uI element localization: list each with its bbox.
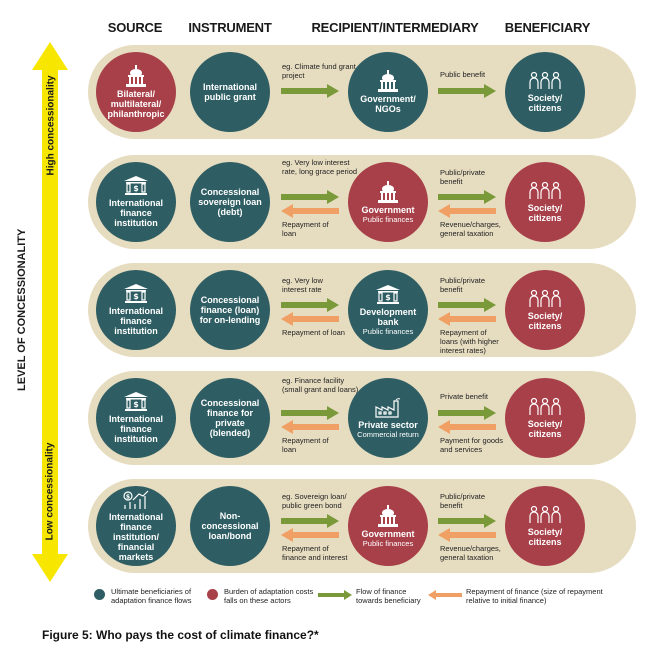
row1-beneficiary-circle: [505, 52, 585, 132]
people-icon: [528, 181, 562, 201]
row5-recipient-sub: Public finances: [362, 538, 414, 548]
row2-beneficiary-label: Society/ citizens: [527, 203, 563, 223]
row4-recipient-circle: [348, 378, 428, 458]
row1-instrument-circle: [190, 52, 270, 132]
row2-benefit-note: Public/private benefit: [440, 168, 486, 186]
svg-text:$: $: [133, 292, 139, 301]
row4-beneficiary-label: Society/ citizens: [527, 419, 563, 439]
header-beneficiary: BENEFICIARY: [504, 20, 591, 35]
axis-title: LEVEL OF CONCESSIONALITY: [16, 228, 28, 391]
row4-repay-note: Repayment of loan: [282, 436, 329, 454]
legend-green-arrow: [318, 590, 352, 600]
people-icon: [528, 71, 562, 91]
figure-caption: Figure 5: Who pays the cost of climate finance?*: [42, 628, 319, 642]
row2-recipient-label: Government: [361, 204, 415, 215]
row2-recipient-circle: [348, 162, 428, 242]
row4-flow-arrow: [281, 406, 339, 420]
row5-source-label: International finance institution/ financial markets: [108, 512, 163, 562]
row2-instrument-label: Concessional sovereign loan (debt): [198, 187, 262, 217]
header-recipient: RECIPIENT/INTERMEDIARY: [311, 20, 479, 35]
row2-source-label: International finance institution: [108, 198, 163, 228]
row5-recipient-label: Government: [361, 528, 415, 539]
row2-benefit-arrow: [438, 190, 496, 204]
growth-chart-icon: [123, 490, 149, 510]
row4-source-label: International finance institution: [108, 414, 163, 444]
row3-source-circle: [96, 270, 176, 350]
row3-benefit-arrow: [438, 298, 496, 312]
row1-flow-arrow: [281, 84, 339, 98]
bank-icon: [124, 392, 148, 412]
row2-source-circle: [96, 162, 176, 242]
row5-repay-note: Repayment of finance and interest: [282, 544, 348, 562]
row3-recipient-circle: [348, 270, 428, 350]
row3-repay-note: Repayment of loan: [282, 328, 345, 337]
factory-icon: [374, 398, 402, 418]
row4-recipient-sub: Commercial return: [357, 429, 419, 439]
row5-source-circle: [96, 486, 176, 566]
row2-recipient-sub: Public finances: [362, 214, 414, 224]
row4-recipient-label: Private sector: [358, 419, 418, 430]
svg-text:$: $: [125, 493, 131, 501]
row5-flow-note: eg. Sovereign loan/ public green bond: [282, 492, 347, 510]
header-instrument: INSTRUMENT: [188, 20, 272, 35]
row5-benefit-note: Public/private benefit: [440, 492, 486, 510]
row1-recipient-circle: [348, 52, 428, 132]
row2-revenue-note: Revenue/charges, general taxation: [440, 220, 501, 238]
row3-revenue-arrow: [438, 312, 496, 326]
row3-flow-arrow: [281, 298, 339, 312]
row5-recipient-circle: [348, 486, 428, 566]
svg-text:$: $: [133, 400, 139, 409]
row5-instrument-label: Non-concessional loan/bond: [201, 511, 259, 541]
row3-benefit-note: Public/private benefit: [440, 276, 486, 294]
row4-instrument-label: Concessional finance for private (blended): [200, 398, 260, 438]
row3-instrument-circle: [190, 270, 270, 350]
legend-orange-label: Repayment of finance (size of repayment relative to initial finance): [466, 587, 603, 605]
row4-repay-arrow: [281, 420, 339, 434]
people-icon: [528, 505, 562, 525]
row1-beneficiary-label: Society/ citizens: [527, 93, 563, 113]
row3-recipient-label: Development bank: [359, 306, 417, 327]
row5-beneficiary-circle: [505, 486, 585, 566]
people-icon: [528, 289, 562, 309]
row3-source-label: International finance institution: [108, 306, 163, 336]
capitol-icon: [123, 65, 149, 87]
capitol-icon: [375, 505, 401, 527]
row5-beneficiary-label: Society/ citizens: [527, 527, 563, 547]
axis-high-label: High concessionality: [45, 75, 57, 176]
row4-benefit-arrow: [438, 406, 496, 420]
row2-revenue-arrow: [438, 204, 496, 218]
row3-flow-note: eg. Very low interest rate: [282, 276, 323, 294]
row4-flow-note: eg. Finance facility (small grant and loans): [282, 376, 359, 394]
bank-icon: [124, 284, 148, 304]
row2-instrument-circle: [190, 162, 270, 242]
row1-source-circle: [96, 52, 176, 132]
row3-repay-arrow: [281, 312, 339, 326]
row1-benefit-note: Public benefit: [440, 70, 486, 79]
row5-revenue-note: Revenue/charges, general taxation: [440, 544, 501, 562]
axis-low-label: Low concessionality: [44, 442, 56, 541]
row3-instrument-label: Concessional finance (loan) for on-lending: [199, 295, 261, 325]
row2-repay-arrow: [281, 204, 339, 218]
legend-teal-dot: [94, 589, 105, 600]
legend-orange-arrow: [428, 590, 462, 600]
row4-revenue-arrow: [438, 420, 496, 434]
svg-text:$: $: [385, 292, 391, 302]
legend-green-label: Flow of finance towards beneficiary: [356, 587, 421, 605]
row5-repay-arrow: [281, 528, 339, 542]
row4-source-circle: [96, 378, 176, 458]
row2-beneficiary-circle: [505, 162, 585, 242]
legend-red-label: Burden of adaptation costs falls on these actors: [224, 587, 314, 605]
row4-revenue-note: Payment for goods and services: [440, 436, 503, 454]
row5-instrument-circle: [190, 486, 270, 566]
row3-revenue-note: Repayment of loans (with higher interest rates): [440, 328, 499, 355]
row5-benefit-arrow: [438, 514, 496, 528]
header-source: SOURCE: [107, 20, 163, 35]
row1-instrument-label: International public grant: [202, 82, 257, 102]
bank-icon: [124, 176, 148, 196]
people-icon: [528, 397, 562, 417]
bank-icon: [376, 285, 400, 305]
row1-benefit-arrow: [438, 84, 496, 98]
row4-benefit-note: Private benefit: [440, 392, 488, 401]
row3-beneficiary-label: Society/ citizens: [527, 311, 563, 331]
row2-flow-note: eg. Very low interest rate, long grace period: [282, 158, 358, 176]
svg-text:$: $: [133, 184, 139, 193]
row5-flow-arrow: [281, 514, 339, 528]
legend-red-dot: [207, 589, 218, 600]
capitol-icon: [375, 70, 401, 92]
row1-recipient-label: Government/ NGOs: [360, 94, 416, 114]
row3-beneficiary-circle: [505, 270, 585, 350]
row1-source-label: Bilateral/ multilateral/ philanthropic: [107, 89, 165, 119]
row1-flow-note: eg. Climate fund grant project: [282, 62, 356, 80]
row4-beneficiary-circle: [505, 378, 585, 458]
row2-repay-note: Repayment of loan: [282, 220, 329, 238]
row3-recipient-sub: Public finances: [362, 326, 414, 336]
row2-flow-arrow: [281, 190, 339, 204]
legend-teal-label: Ultimate beneficiaries of adaptation finance flows: [111, 587, 192, 605]
capitol-icon: [375, 181, 401, 203]
row5-revenue-arrow: [438, 528, 496, 542]
row4-instrument-circle: [190, 378, 270, 458]
